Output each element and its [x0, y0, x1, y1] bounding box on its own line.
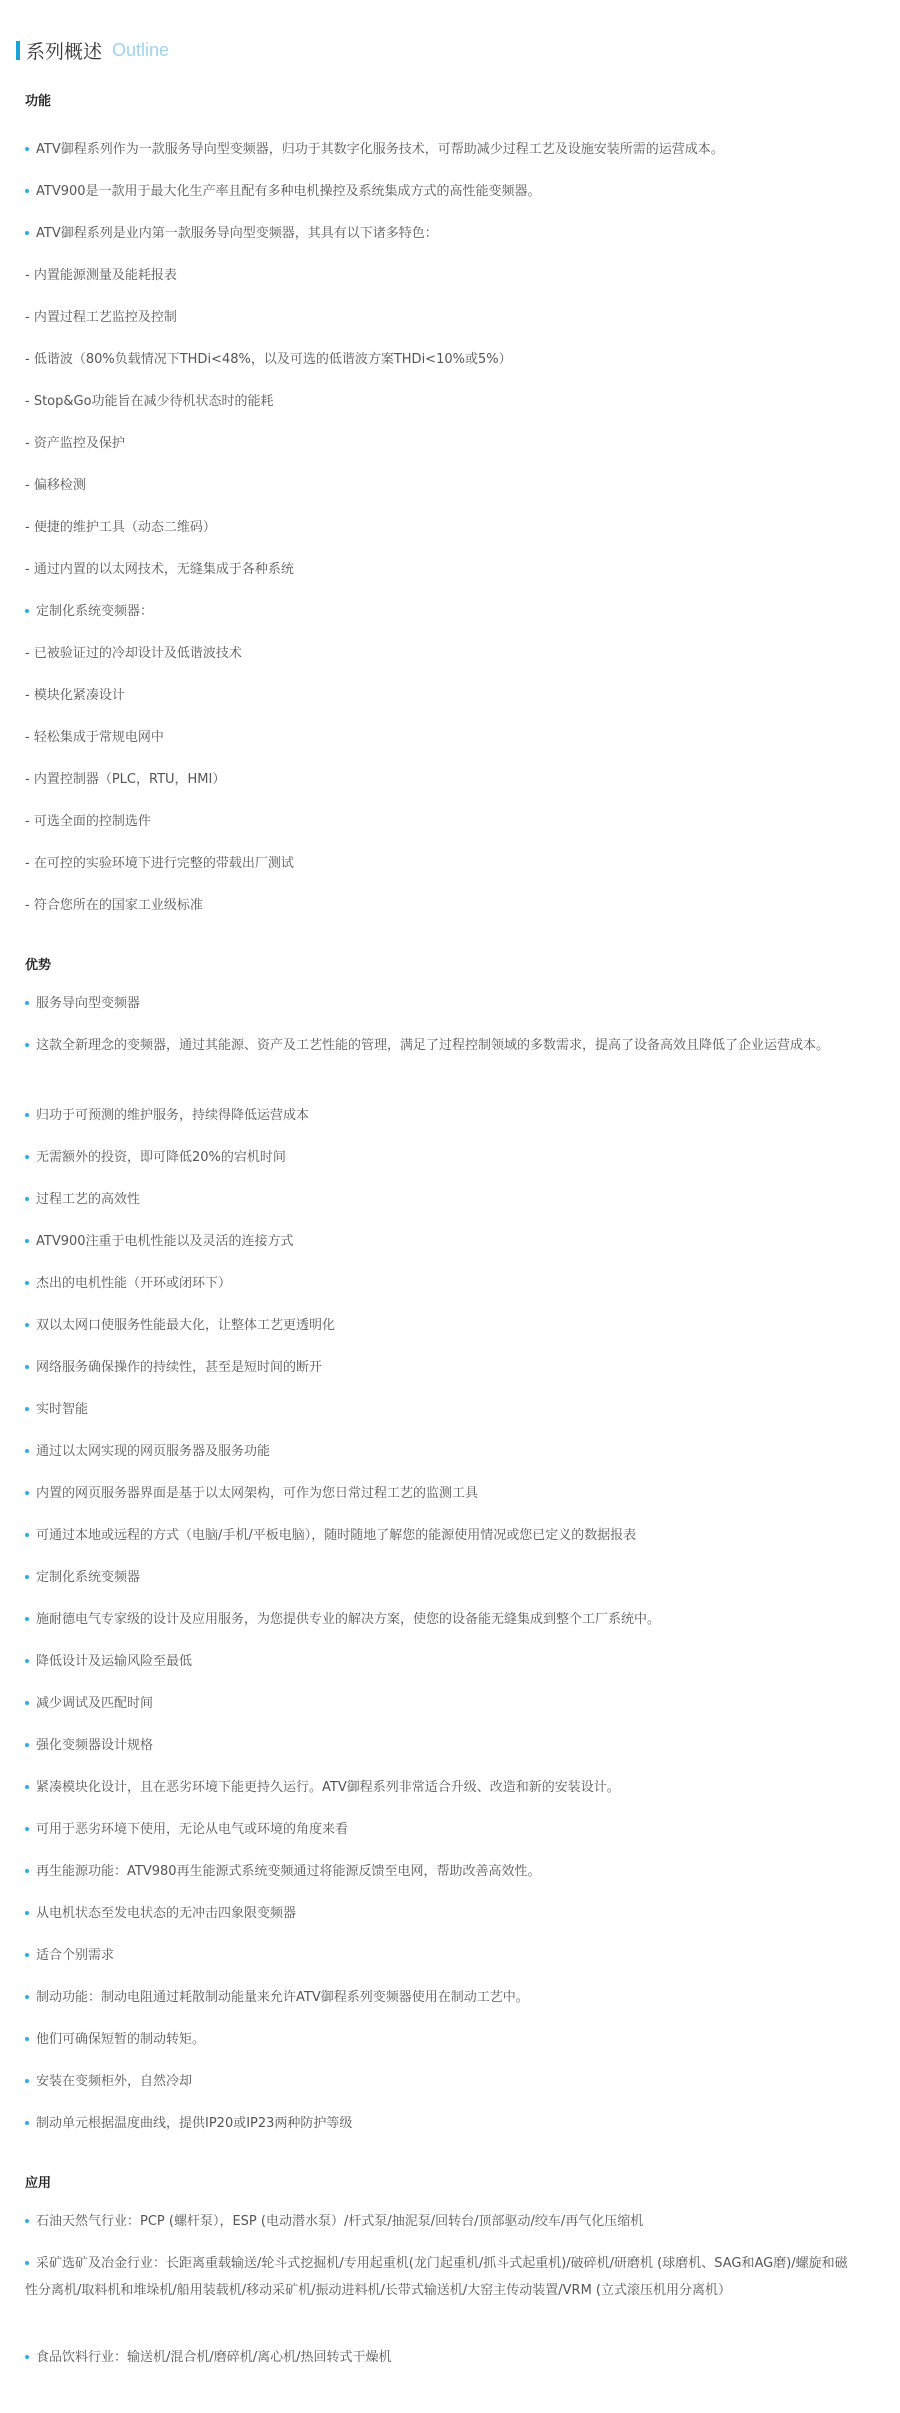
bullet-dot-icon	[25, 1827, 29, 1831]
advantages-item-text: 服务导向型变频器	[36, 996, 141, 1011]
advantages-item	[25, 1606, 852, 1633]
bullet-dot-icon	[25, 1043, 29, 1047]
advantages-item	[25, 2110, 852, 2137]
features-item	[25, 598, 852, 625]
bullet-dot-icon	[25, 2079, 29, 2083]
features-item	[25, 892, 852, 919]
bullet-dot-icon	[25, 1197, 29, 1201]
bullet-dot-icon	[25, 1785, 29, 1789]
features-item	[25, 808, 852, 835]
advantages-item	[25, 1984, 852, 2011]
advantages-item-text: 实时智能	[36, 1402, 89, 1417]
advantages-item-text: 施耐德电气专家级的设计及应用服务，为您提供专业的解决方案，使您的设备能无缝集成到整个工厂系统中。	[36, 1612, 661, 1627]
bullet-dot-icon	[25, 1869, 29, 1873]
advantages-item-text: 杰出的电机性能（开环或闭环下）	[36, 1276, 232, 1291]
features-item-text: - 资产监控及保护	[25, 436, 125, 451]
advantages-item-text: 双以太网口使服务性能最大化，让整体工艺更透明化	[36, 1318, 336, 1333]
advantages-item-text: 网络服务确保操作的持续性，甚至是短时间的断开	[36, 1360, 323, 1375]
features-item	[25, 178, 852, 205]
advantages-item	[25, 2068, 852, 2095]
applications-item-text: 食品饮料行业：输送机/混合机/磨碎机/离心机/热回转式干燥机	[36, 2350, 392, 2365]
advantages-item-text: 这款全新理念的变频器，通过其能源、资产及工艺性能的管理，满足了过程控制领域的多数需求，提高了设备高效且降低了企业运营成本。	[36, 1038, 830, 1053]
advantages-item	[25, 1480, 852, 1507]
features-item-text: - 低谐波（80%负载情况下THDi<48%，以及可选的低谐波方案THDi<10%或5%）	[25, 352, 512, 367]
applications-item	[25, 2208, 852, 2235]
advantages-item	[25, 1564, 852, 1591]
bullet-dot-icon	[25, 1575, 29, 1579]
features-item	[25, 850, 852, 877]
bullet-dot-icon	[25, 231, 29, 235]
bullet-dot-icon	[25, 1239, 29, 1243]
advantages-item	[25, 1144, 852, 1171]
features-item-text: - 符合您所在的国家工业级标准	[25, 898, 203, 913]
bullet-dot-icon	[25, 1617, 29, 1621]
features-item	[25, 766, 852, 793]
advantages-item-text: 适合个别需求	[36, 1948, 115, 1963]
advantages-item-text: 强化变频器设计规格	[36, 1738, 154, 1753]
features-item	[25, 430, 852, 457]
features-item-text: - 可选全面的控制选件	[25, 814, 151, 829]
applications-item-text: 采矿选矿及冶金行业：长距离重载输送/轮斗式挖掘机/专用起重机(龙门起重机/抓斗式起重机)/破碎机/研磨机 (球磨机、SAG和AG磨)/螺旋和磁性分离机/取料机和堆垛机/船用装载机/移动采矿机/振动进料机/长带式输送机/大窑主传动装置/VRM (立式滚压机用分离机）	[25, 2256, 848, 2298]
bullet-dot-icon	[25, 1911, 29, 1915]
advantages-item	[25, 1648, 852, 1675]
advantages-item	[25, 1228, 852, 1255]
bullet-dot-icon	[25, 2121, 29, 2125]
bullet-dot-icon	[25, 147, 29, 151]
features-item	[25, 514, 852, 541]
advantages-item	[25, 2026, 852, 2053]
features-item	[25, 388, 852, 415]
applications-item	[25, 2344, 852, 2371]
features-item-text: - 内置能源测量及能耗报表	[25, 268, 177, 283]
features-item-text: - 偏移检测	[25, 478, 86, 493]
features-item-text: - 内置过程工艺监控及控制	[25, 310, 177, 325]
features-item-text: ATV御程系列作为一款服务导向型变频器，归功于其数字化服务技术，可帮助减少过程工艺及设施安装所需的运营成本。	[36, 142, 724, 157]
advantages-item-text: 过程工艺的高效性	[36, 1192, 141, 1207]
advantages-item-text: 可通过本地或远程的方式（电脑/手机/平板电脑），随时随地了解您的能源使用情况或您已定义的数据报表	[36, 1528, 637, 1543]
features-item	[25, 682, 852, 709]
advantages-item-text: 定制化系统变频器	[36, 1570, 141, 1585]
bullet-dot-icon	[25, 1995, 29, 1999]
bullet-dot-icon	[25, 1491, 29, 1495]
bullet-dot-icon	[25, 1533, 29, 1537]
bullet-dot-icon	[25, 1743, 29, 1747]
advantages-item	[25, 1270, 852, 1297]
features-item	[25, 346, 852, 373]
advantages-item	[25, 1732, 852, 1759]
features-item-text: ATV御程系列是业内第一款服务导向型变频器，其具有以下诸多特色：	[36, 226, 438, 241]
features-item	[25, 304, 852, 331]
bullet-dot-icon	[25, 1323, 29, 1327]
advantages-item	[25, 1312, 852, 1339]
bullet-dot-icon	[25, 1281, 29, 1285]
bullet-dot-icon	[25, 1113, 29, 1117]
advantages-item-text: 制动功能：制动电阻通过耗散制动能量来允许ATV御程系列变频器使用在制动工艺中。	[36, 1990, 529, 2005]
advantages-item	[25, 990, 852, 1017]
advantages-item-text: 从电机状态至发电状态的无冲击四象限变频器	[36, 1906, 297, 1921]
header-title-cn: 系列概述	[26, 40, 103, 63]
applications-item-text: 石油天然气行业：PCP (螺杆泵），ESP (电动潜水泵）/杆式泵/抽泥泵/回转台/顶部驱动/绞车/再气化压缩机	[36, 2214, 644, 2229]
advantages-item-text: 安装在变频柜外，自然冷却	[36, 2074, 193, 2089]
header-accent-bar	[16, 41, 20, 60]
features-item-text: - 模块化紧凑设计	[25, 688, 125, 703]
bullet-dot-icon	[25, 1365, 29, 1369]
bullet-dot-icon	[25, 2355, 29, 2359]
advantages-item	[25, 1690, 852, 1717]
advantages-item	[25, 1438, 852, 1465]
features-item	[25, 640, 852, 667]
bullet-dot-icon	[25, 2219, 29, 2223]
bullet-dot-icon	[25, 1407, 29, 1411]
advantages-item-text: 减少调试及匹配时间	[36, 1696, 154, 1711]
features-item-text: - 内置控制器（PLC，RTU，HMI）	[25, 772, 226, 787]
advantages-item	[25, 1774, 852, 1801]
advantages-item-text: 紧凑模块化设计，且在恶劣环境下能更持久运行。ATV御程系列非常适合升级、改造和新的安装设计。	[36, 1780, 620, 1795]
section-title-advantages: 优势	[25, 958, 52, 973]
features-item-text: - 已被验证过的冷却设计及低谐波技术	[25, 646, 242, 661]
features-item	[25, 472, 852, 499]
bullet-dot-icon	[25, 1659, 29, 1663]
advantages-item	[25, 1942, 852, 1969]
advantages-item	[25, 1858, 852, 1885]
advantages-item	[25, 1354, 852, 1381]
advantages-item-text: 内置的网页服务器界面是基于以太网架构，可作为您日常过程工艺的监测工具	[36, 1486, 479, 1501]
features-item-text: - Stop&Go功能旨在减少待机状态时的能耗	[25, 394, 274, 409]
advantages-item	[25, 1900, 852, 1927]
features-item-text: - 便捷的维护工具（动态二维码）	[25, 520, 216, 535]
advantages-item	[25, 1032, 852, 1059]
features-item-text: - 轻松集成于常规电网中	[25, 730, 164, 745]
bullet-dot-icon	[25, 1953, 29, 1957]
features-item-text: ATV900是一款用于最大化生产率且配有多种电机操控及系统集成方式的高性能变频器。	[36, 184, 541, 199]
advantages-item-text: 无需额外的投资，即可降低20%的宕机时间	[36, 1150, 286, 1165]
advantages-item	[25, 1396, 852, 1423]
advantages-item	[25, 1522, 852, 1549]
bullet-dot-icon	[25, 1701, 29, 1705]
features-item-text: - 通过内置的以太网技术，无缝集成于各种系统	[25, 562, 294, 577]
features-item	[25, 136, 852, 163]
advantages-item	[25, 1186, 852, 1213]
advantages-item-text: 他们可确保短暂的制动转矩。	[36, 2032, 206, 2047]
bullet-dot-icon	[25, 1001, 29, 1005]
bullet-dot-icon	[25, 609, 29, 613]
features-item	[25, 220, 852, 247]
features-item	[25, 556, 852, 583]
features-item	[25, 724, 852, 751]
advantages-item-text: ATV900注重于电机性能以及灵活的连接方式	[36, 1234, 294, 1249]
bullet-dot-icon	[25, 2261, 29, 2265]
advantages-item-text: 可用于恶劣环境下使用，无论从电气或环境的角度来看	[36, 1822, 349, 1837]
bullet-dot-icon	[25, 189, 29, 193]
section-title-applications: 应用	[25, 2176, 52, 2191]
advantages-item-text: 制动单元根据温度曲线，提供IP20或IP23两种防护等级	[36, 2116, 353, 2131]
bullet-dot-icon	[25, 1155, 29, 1159]
bullet-dot-icon	[25, 2037, 29, 2041]
outline-header	[16, 38, 169, 62]
bullet-dot-icon	[25, 1449, 29, 1453]
features-item	[25, 262, 852, 289]
header-title-en: Outline	[112, 39, 170, 60]
advantages-item-text: 降低设计及运输风险至最低	[36, 1654, 193, 1669]
features-item-text: 定制化系统变频器：	[36, 604, 154, 619]
advantages-item	[25, 1102, 852, 1129]
advantages-item	[25, 1816, 852, 1843]
advantages-item-text: 归功于可预测的维护服务，持续得降低运营成本	[36, 1108, 310, 1123]
section-title-features: 功能	[25, 94, 52, 109]
applications-item	[25, 2250, 852, 2304]
advantages-item-text: 通过以太网实现的网页服务器及服务功能	[36, 1444, 271, 1459]
features-item-text: - 在可控的实验环境下进行完整的带载出厂测试	[25, 856, 294, 871]
advantages-item-text: 再生能源功能：ATV980再生能源式系统变频通过将能源反馈至电网，帮助改善高效性。	[36, 1864, 541, 1879]
